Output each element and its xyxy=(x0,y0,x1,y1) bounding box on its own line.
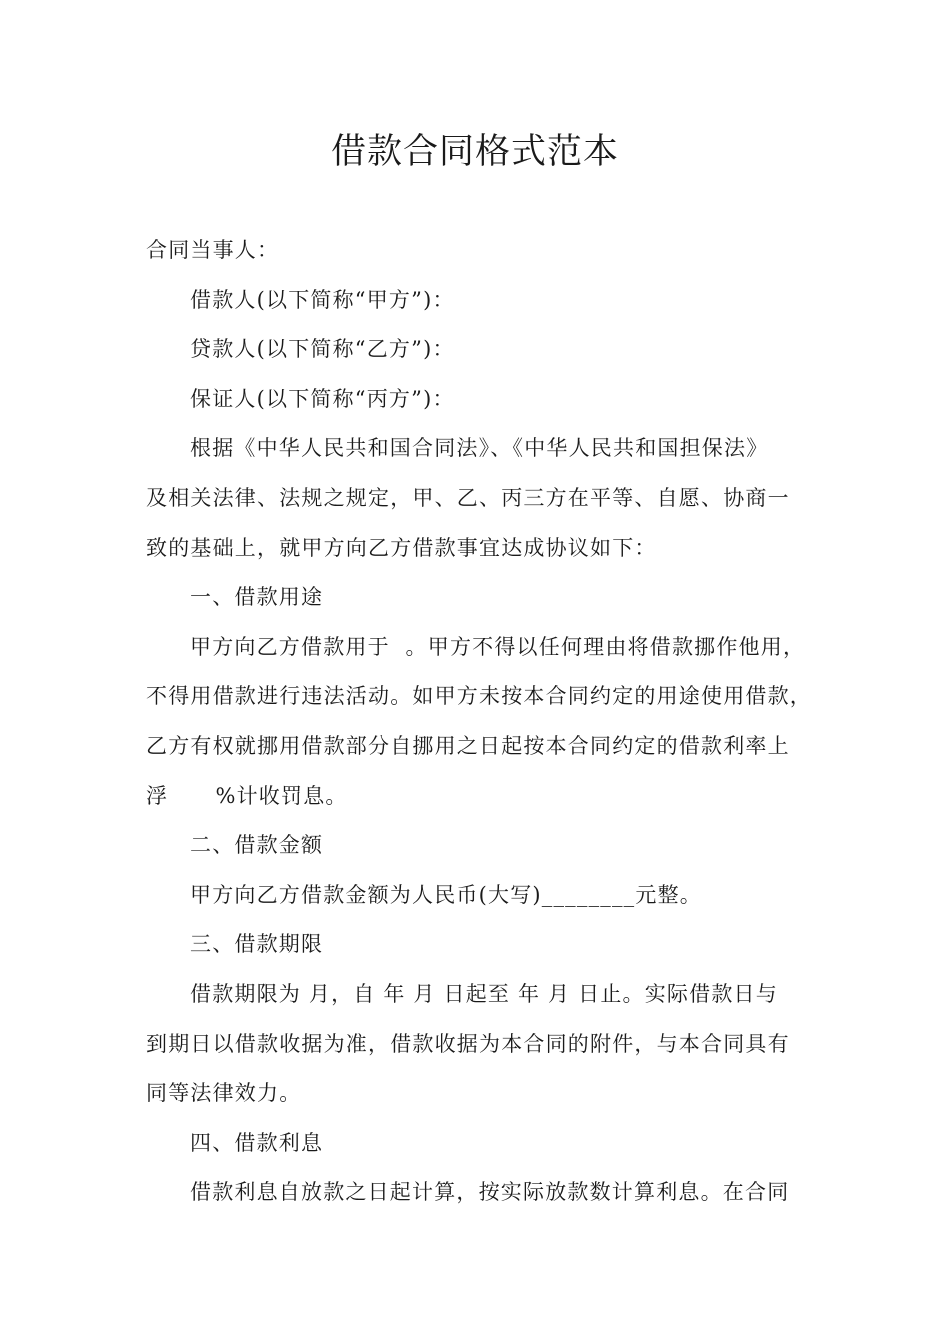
section-heading-amount: 二、借款金额 xyxy=(190,833,324,858)
term-line: 到期日以借款收据为准，借款收据为本合同的附件，与本合同具有 xyxy=(146,1031,790,1056)
preamble-line: 根据《中华人民共和国合同法》、《中华人民共和国担保法》 xyxy=(190,436,769,461)
section-heading-purpose: 一、借款用途 xyxy=(190,585,324,610)
guarantor-line: 保证人(以下简称“丙方”)： xyxy=(190,386,455,411)
lender-line: 贷款人(以下简称“乙方”)： xyxy=(190,337,455,362)
amount-line: 甲方向乙方借款金额为人民币(大写)________元整。 xyxy=(190,882,702,907)
term-line: 借款期限为 月，自 年 月 日起至 年 月 日止。实际借款日与 xyxy=(190,981,778,1006)
document-body xyxy=(146,226,811,1218)
party-heading: 合同当事人： xyxy=(146,238,280,262)
section-heading-interest: 四、借款利息 xyxy=(190,1130,324,1155)
document-title: 借款合同格式范本 xyxy=(330,132,619,172)
purpose-line: 甲方向乙方借款用于 。甲方不得以任何理由将借款挪作他用， xyxy=(190,634,806,659)
purpose-line: 不得用借款进行违法活动。如甲方未按本合同约定的用途使用借款， xyxy=(146,684,812,709)
purpose-line: 浮 %计收罚息。 xyxy=(146,783,348,808)
borrower-line: 借款人(以下简称“甲方”)： xyxy=(190,287,455,312)
interest-line: 借款利息自放款之日起计算，按实际放款数计算利息。在合同 xyxy=(190,1180,790,1205)
term-line: 同等法律效力。 xyxy=(146,1081,302,1106)
preamble-line: 致的基础上，就甲方向乙方借款事宜达成协议如下： xyxy=(146,535,657,560)
preamble-line: 及相关法律、法规之规定，甲、乙、丙三方在平等、自愿、协商一 xyxy=(146,485,790,510)
section-heading-term: 三、借款期限 xyxy=(190,932,324,957)
purpose-line: 乙方有权就挪用借款部分自挪用之日起按本合同约定的借款利率上 xyxy=(146,733,790,758)
